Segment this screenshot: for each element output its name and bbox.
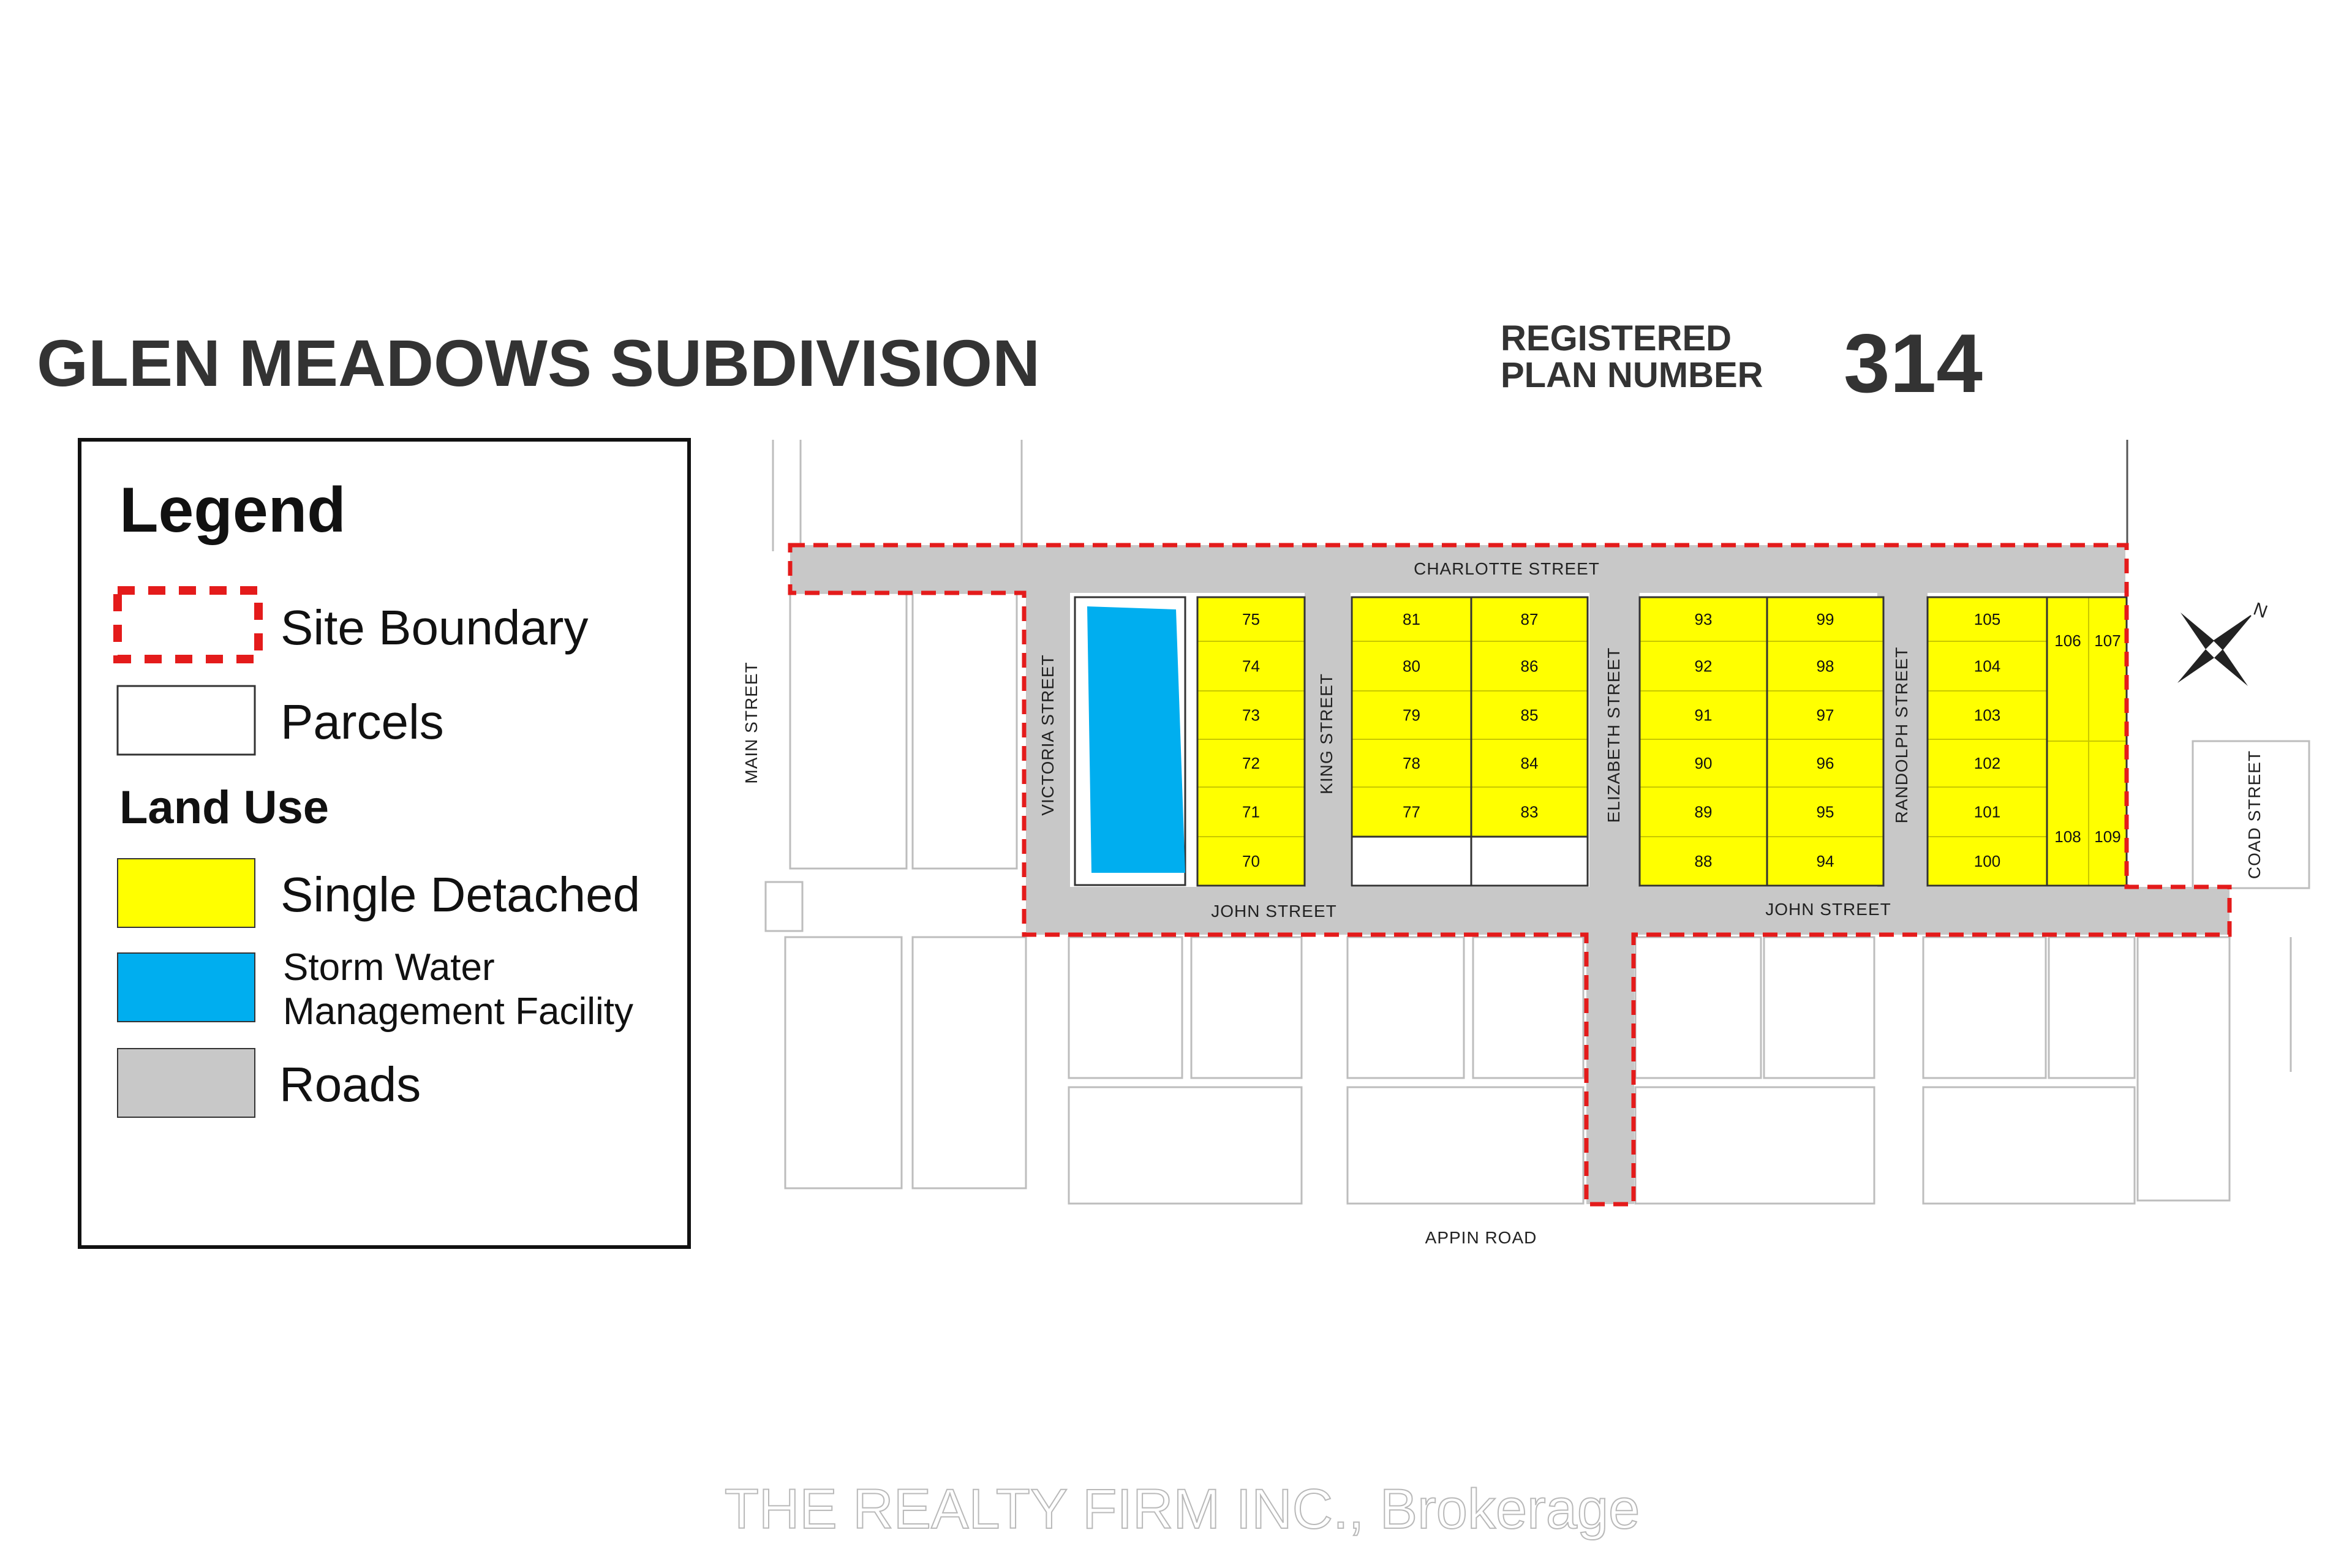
storm-water-facility <box>1087 606 1185 873</box>
lot-107[interactable] <box>2089 597 2127 741</box>
street-label-charlotte: CHARLOTTE STREET <box>1414 559 1600 578</box>
lot-label-87: 87 <box>1520 610 1539 628</box>
lot-label-72: 72 <box>1242 754 1260 772</box>
lot-label-86: 86 <box>1520 657 1539 676</box>
lot-label-78: 78 <box>1403 754 1420 772</box>
lot-108[interactable] <box>2047 741 2089 886</box>
lot-label-94: 94 <box>1816 852 1834 870</box>
plan-label-line2: PLAN NUMBER <box>1501 355 1763 395</box>
street-label-john-east: JOHN STREET <box>1765 900 1891 919</box>
legend-parcels-label: Parcels <box>281 695 444 749</box>
lot-label-81: 81 <box>1403 610 1420 628</box>
lot-label-75: 75 <box>1242 610 1260 628</box>
lot-label-96: 96 <box>1816 754 1834 772</box>
lot-label-83: 83 <box>1520 802 1539 821</box>
street-label-victoria: VICTORIA STREET <box>1038 654 1057 816</box>
lot-label-93: 93 <box>1694 610 1713 628</box>
lot-109[interactable] <box>2089 741 2127 886</box>
lot-label-106: 106 <box>2054 631 2081 650</box>
lot-label-71: 71 <box>1242 802 1260 821</box>
legend-storm-water-swatch <box>118 953 255 1022</box>
street-label-john-west: JOHN STREET <box>1211 902 1337 921</box>
lot-label-73: 73 <box>1242 706 1260 725</box>
plan-number: 314 <box>1844 317 1983 410</box>
lot-label-91: 91 <box>1694 706 1713 725</box>
lot-label-89: 89 <box>1694 802 1713 821</box>
john-street-road <box>1026 887 2230 935</box>
lot-label-92: 92 <box>1694 657 1713 676</box>
parcel-vacant-west <box>1352 837 1471 886</box>
legend-roads-swatch <box>118 1049 255 1117</box>
lot-label-85: 85 <box>1520 706 1539 725</box>
legend-site-boundary-label: Site Boundary <box>281 600 589 655</box>
lot-label-95: 95 <box>1816 802 1834 821</box>
map-title: GLEN MEADOWS SUBDIVISION <box>37 326 1041 400</box>
legend-frame <box>80 440 689 1247</box>
storm-water-block <box>1075 597 1185 885</box>
legend-box <box>80 440 689 1247</box>
lot-label-88: 88 <box>1694 852 1713 870</box>
legend-heading: Legend <box>119 475 346 546</box>
lot-label-84: 84 <box>1520 754 1539 772</box>
legend-storm-water-label-line2: Management Facility <box>283 990 634 1033</box>
north-arrow-icon <box>2177 599 2270 686</box>
lot-label-99: 99 <box>1816 610 1834 628</box>
lot-label-79: 79 <box>1403 706 1420 725</box>
lot-label-74: 74 <box>1242 657 1260 676</box>
lot-label-77: 77 <box>1403 802 1420 821</box>
legend-single-detached-swatch <box>118 859 255 927</box>
lot-label-109: 109 <box>2094 827 2121 846</box>
street-label-elizabeth: ELIZABETH STREET <box>1604 647 1623 823</box>
lot-label-90: 90 <box>1694 754 1713 772</box>
watermark: THE REALTY FIRM INC., Brokerage <box>724 1478 1640 1540</box>
street-label-king: KING STREET <box>1317 673 1336 794</box>
plan-label-line1: REGISTERED <box>1501 318 1732 358</box>
lot-label-102: 102 <box>1973 754 2001 772</box>
north-label: N <box>2250 598 2271 622</box>
lot-label-100: 100 <box>1973 852 2001 870</box>
lot-label-104: 104 <box>1973 657 2001 676</box>
lot-label-97: 97 <box>1816 706 1834 725</box>
legend-parcels-swatch <box>118 686 255 755</box>
lot-label-98: 98 <box>1816 657 1834 676</box>
legend-roads-label: Roads <box>279 1057 421 1112</box>
lot-label-107: 107 <box>2094 631 2121 650</box>
lot-label-101: 101 <box>1973 802 2001 821</box>
lot-label-105: 105 <box>1973 610 2001 628</box>
legend-single-detached-label: Single Detached <box>281 867 641 922</box>
legend-land-use-heading: Land Use <box>119 782 330 834</box>
street-label-main: MAIN STREET <box>742 662 761 784</box>
street-label-coad: COAD STREET <box>2245 750 2264 880</box>
appin-connector-road <box>1586 935 1634 1204</box>
lot-label-108: 108 <box>2054 827 2081 846</box>
street-label-randolph: RANDOLPH STREET <box>1892 646 1911 824</box>
lot-106[interactable] <box>2047 597 2089 741</box>
parcel-vacant-east <box>1471 837 1588 886</box>
lot-label-70: 70 <box>1242 852 1260 870</box>
lot-label-80: 80 <box>1403 657 1420 676</box>
lot-label-103: 103 <box>1973 706 2001 725</box>
street-label-appin: APPIN ROAD <box>1425 1228 1537 1247</box>
legend-storm-water-label-line1: Storm Water <box>283 946 495 989</box>
